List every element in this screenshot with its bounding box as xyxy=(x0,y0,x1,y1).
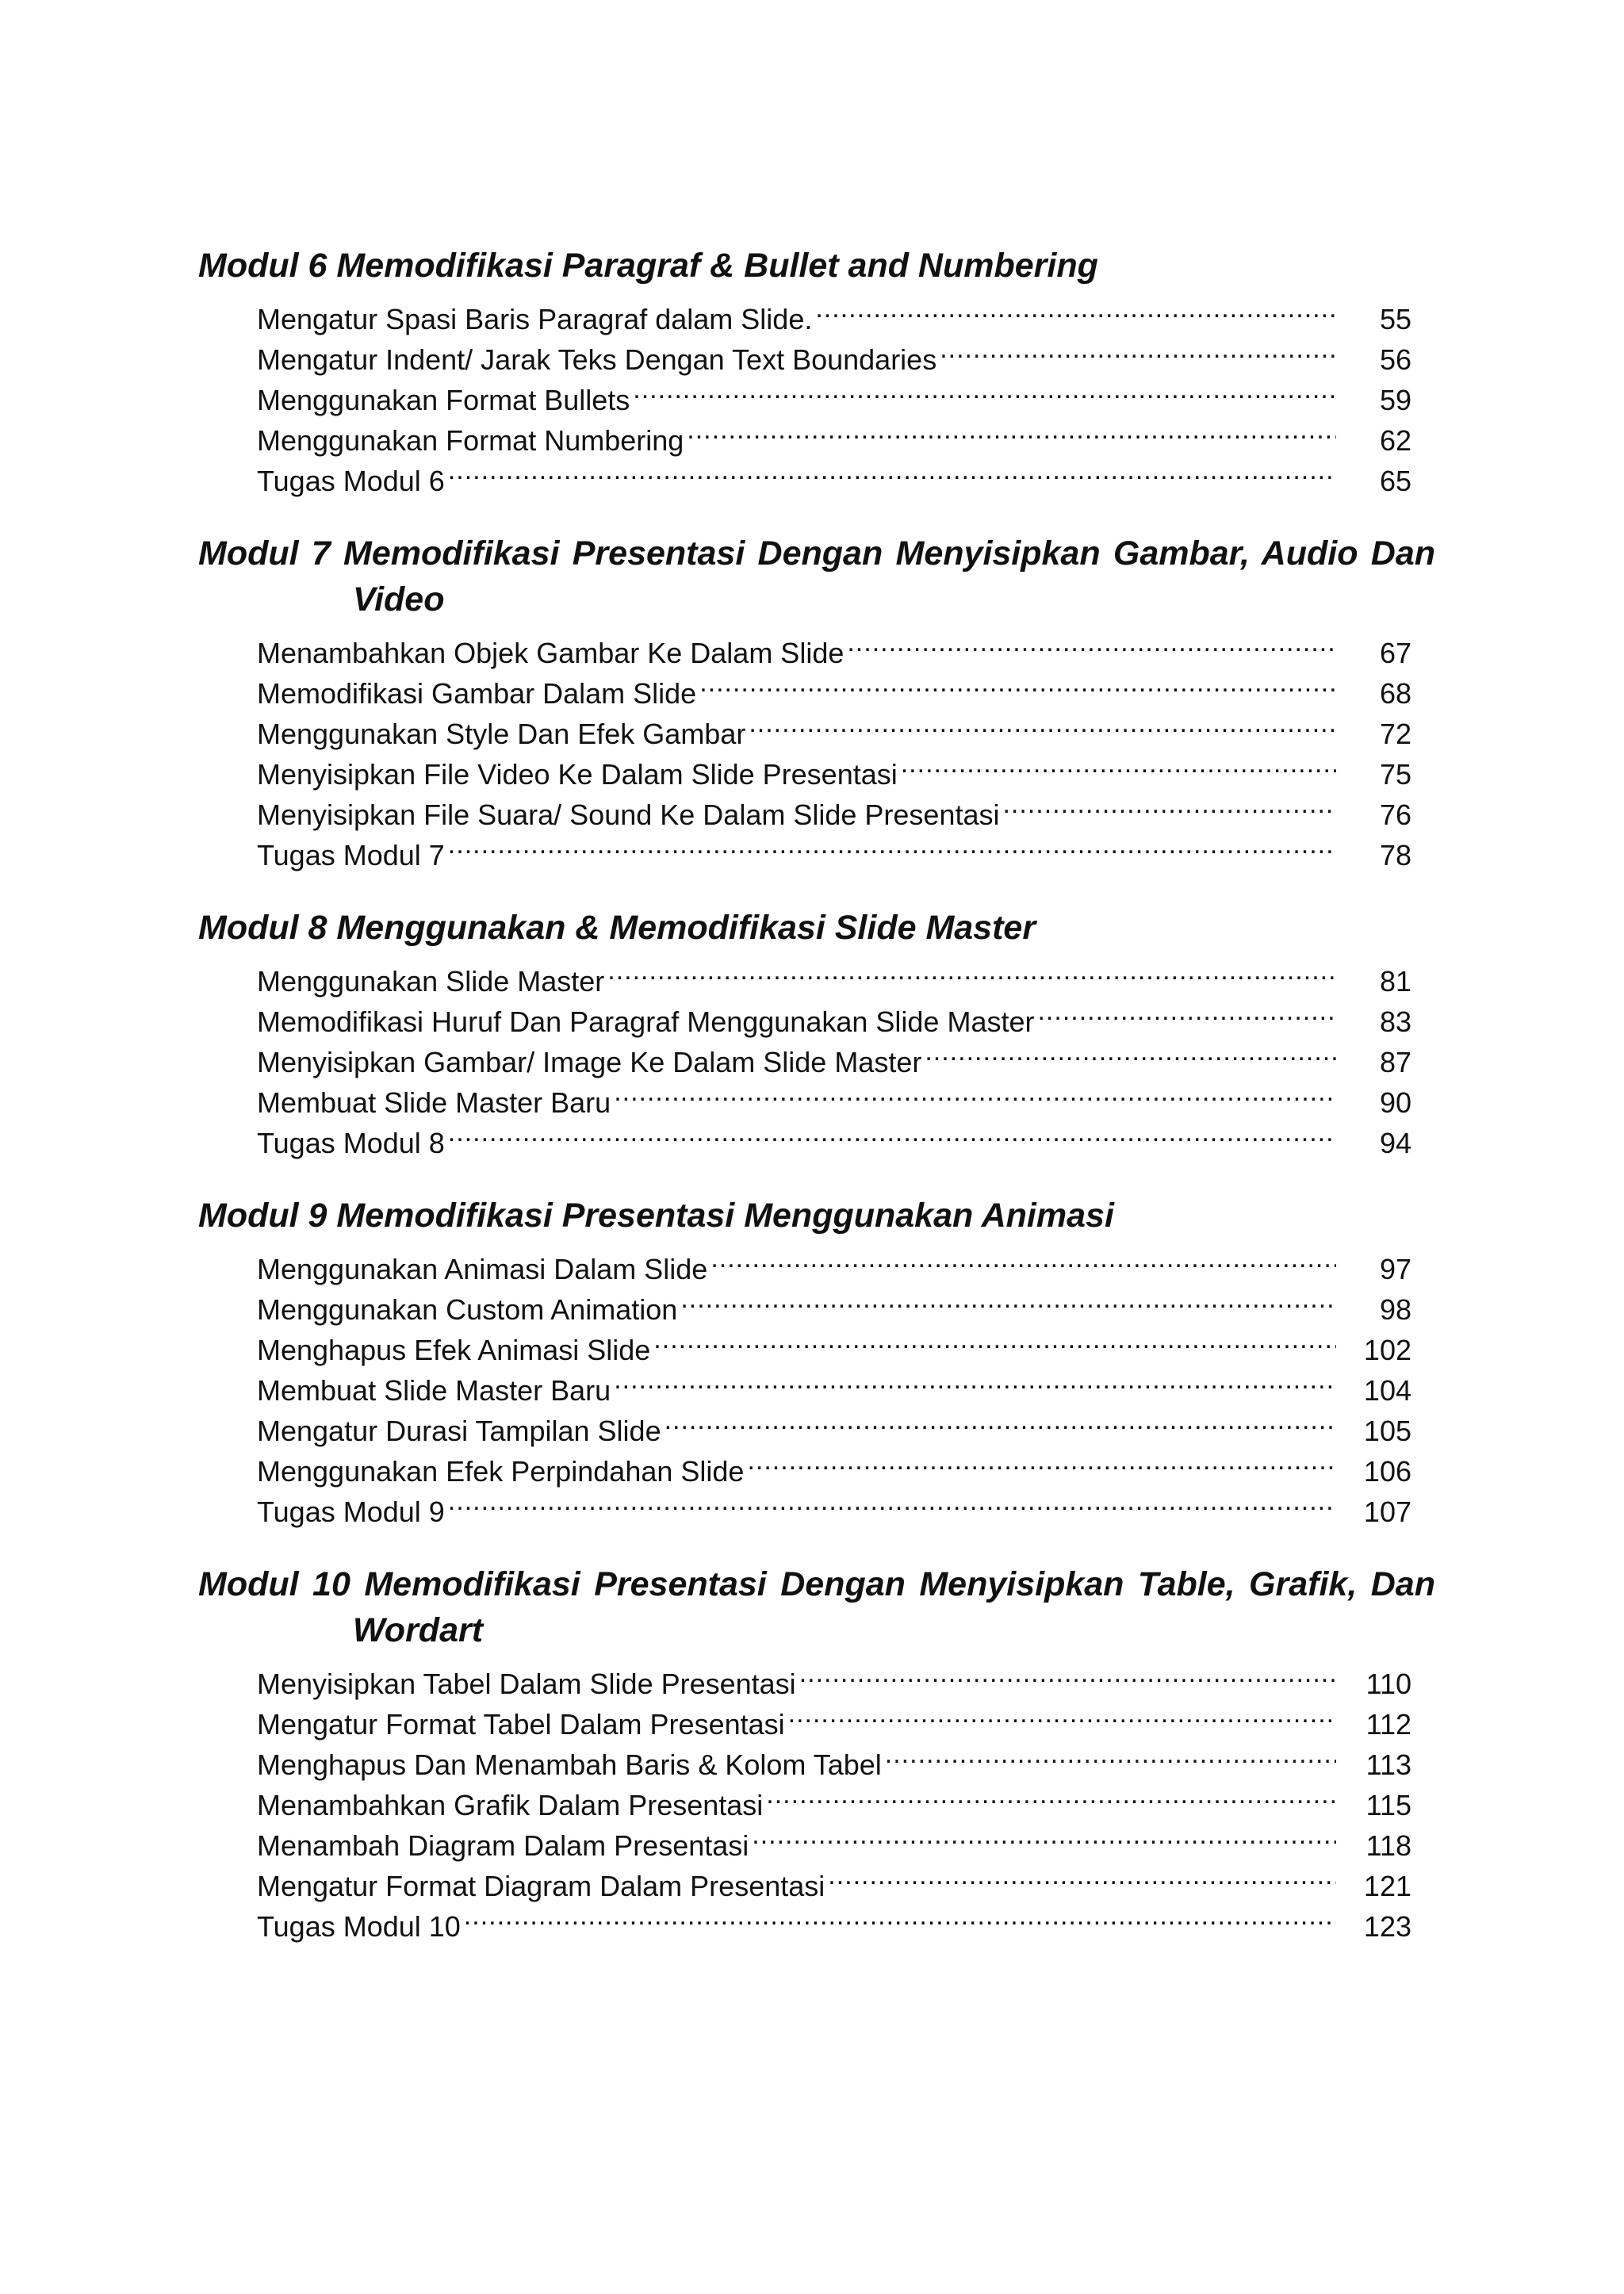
toc-entry-label: Tugas Modul 10 xyxy=(257,1910,461,1943)
toc-entry-label: Mengatur Format Tabel Dalam Presentasi xyxy=(257,1708,785,1741)
dot-leader xyxy=(749,703,1336,744)
toc-entry-page-number: 113 xyxy=(1365,1748,1411,1781)
toc-entry-page-number: 87 xyxy=(1379,1046,1411,1078)
module-section xyxy=(198,905,1435,1159)
toc-entry-label: Menggunakan Format Bullets xyxy=(257,384,630,416)
dot-leader xyxy=(747,1441,1336,1481)
module-title: Modul 8 Menggunakan & Memodifikasi Slide Master xyxy=(198,909,1036,947)
toc-entry-page-number: 115 xyxy=(1365,1789,1411,1821)
toc-entry-page-number: 90 xyxy=(1379,1086,1411,1119)
toc-entry-label: Menggunakan Custom Animation xyxy=(257,1293,678,1326)
toc-entry-page-number: 81 xyxy=(1379,965,1411,998)
toc-entry-label: Menggunakan Format Numbering xyxy=(257,424,684,457)
dot-leader xyxy=(665,1400,1336,1441)
dot-leader xyxy=(901,744,1336,784)
toc-entry-label: Menghapus Efek Animasi Slide xyxy=(257,1334,651,1366)
toc-entry-page-number: 59 xyxy=(1379,384,1411,416)
module-title: Modul 9 Memodifikasi Presentasi Menggunakan Animasi xyxy=(198,1197,1114,1235)
dot-leader xyxy=(614,1360,1336,1400)
toc-entry-label: Tugas Modul 8 xyxy=(257,1127,445,1159)
toc-entry xyxy=(198,1239,1435,1285)
toc-entry xyxy=(198,951,1435,998)
dot-leader xyxy=(788,1694,1336,1734)
toc-entry-label: Mengatur Format Diagram Dalam Presentasi xyxy=(257,1870,825,1902)
dot-leader xyxy=(925,1032,1336,1072)
toc-entry-label: Menambah Diagram Dalam Presentasi xyxy=(257,1829,749,1862)
dot-leader xyxy=(687,410,1336,450)
toc-entry-label: Mengatur Indent/ Jarak Teks Dengan Text Boundaries xyxy=(257,343,937,376)
module-entries xyxy=(198,1239,1435,1528)
toc-entry xyxy=(198,1653,1435,1700)
toc-entry-label: Menambahkan Grafik Dalam Presentasi xyxy=(257,1789,764,1821)
toc-entry-label: Membuat Slide Master Baru xyxy=(257,1374,611,1407)
toc-entry-label: Menyisipkan File Video Ke Dalam Slide Presentasi xyxy=(257,758,898,791)
toc-entry-page-number: 98 xyxy=(1379,1293,1411,1326)
toc-entry xyxy=(198,289,1435,335)
module-entries xyxy=(198,951,1435,1159)
toc-entry-label: Menghapus Dan Menambah Baris & Kolom Tabel xyxy=(257,1748,882,1781)
toc-entry-label: Menambahkan Objek Gambar Ke Dalam Slide xyxy=(257,637,845,669)
toc-entry-label: Memodifikasi Huruf Dan Paragraf Menggunakan Slide Master xyxy=(257,1005,1035,1038)
dot-leader xyxy=(607,951,1336,991)
toc-entry-label: Menggunakan Slide Master xyxy=(257,965,605,998)
toc-entry-page-number: 106 xyxy=(1363,1455,1411,1488)
module-title: Modul 10 Memodifikasi Presentasi Dengan Menyisipkan Table, Grafik, Dan Wordart xyxy=(198,1565,1435,1649)
toc-entry-label: Menggunakan Style Dan Efek Gambar xyxy=(257,718,746,750)
toc-entry-page-number: 56 xyxy=(1379,343,1411,376)
module-entries xyxy=(198,289,1435,497)
dot-leader xyxy=(653,1319,1336,1360)
toc-entry-page-number: 123 xyxy=(1363,1910,1411,1943)
toc-entry-page-number: 72 xyxy=(1379,718,1411,750)
module-entries xyxy=(198,1653,1435,1943)
toc-entry-label: Menyisipkan Tabel Dalam Slide Presentasi xyxy=(257,1668,796,1700)
toc-entry-page-number: 68 xyxy=(1379,677,1411,710)
dot-leader xyxy=(464,1896,1336,1936)
dot-leader xyxy=(680,1279,1336,1319)
toc-entry-page-number: 62 xyxy=(1379,424,1411,457)
dot-leader xyxy=(940,329,1336,370)
module-section xyxy=(198,530,1435,871)
toc-entry-page-number: 104 xyxy=(1363,1374,1411,1407)
module-entries xyxy=(198,622,1435,871)
dot-leader xyxy=(448,1481,1336,1522)
toc-entry-page-number: 83 xyxy=(1379,1005,1411,1038)
dot-leader xyxy=(614,1072,1336,1113)
dot-leader xyxy=(448,1113,1336,1153)
dot-leader xyxy=(448,825,1336,865)
toc-entry-page-number: 65 xyxy=(1379,465,1411,497)
toc-entry-page-number: 78 xyxy=(1379,839,1411,871)
dot-leader xyxy=(699,663,1336,703)
dot-leader xyxy=(828,1855,1336,1896)
toc-entry-label: Menyisipkan Gambar/ Image Ke Dalam Slide Master xyxy=(257,1046,922,1078)
toc-entry-page-number: 105 xyxy=(1363,1415,1411,1447)
module-section xyxy=(198,1561,1435,1943)
dot-leader xyxy=(1037,991,1336,1032)
toc-entry-label: Tugas Modul 6 xyxy=(257,465,445,497)
toc-entry-page-number: 110 xyxy=(1365,1668,1411,1700)
toc-entry-page-number: 94 xyxy=(1379,1127,1411,1159)
dot-leader xyxy=(710,1239,1336,1279)
toc-entry-page-number: 76 xyxy=(1379,798,1411,831)
toc-entry-label: Memodifikasi Gambar Dalam Slide xyxy=(257,677,697,710)
toc-entry-label: Menyisipkan File Suara/ Sound Ke Dalam Slide Presentasi xyxy=(257,798,1000,831)
toc-entry-page-number: 118 xyxy=(1365,1829,1411,1862)
dot-leader xyxy=(815,289,1336,329)
dot-leader xyxy=(885,1734,1336,1775)
toc-entry xyxy=(198,622,1435,669)
dot-leader xyxy=(448,450,1336,491)
toc-entry-page-number: 102 xyxy=(1363,1334,1411,1366)
module-section xyxy=(198,243,1435,497)
dot-leader xyxy=(1002,784,1336,825)
toc-entry-page-number: 75 xyxy=(1379,758,1411,791)
toc-entry-label: Mengatur Durasi Tampilan Slide xyxy=(257,1415,661,1447)
table-of-contents xyxy=(198,243,1435,1976)
toc-entry-label: Menggunakan Efek Perpindahan Slide xyxy=(257,1455,745,1488)
dot-leader xyxy=(766,1775,1336,1815)
toc-entry-label: Menggunakan Animasi Dalam Slide xyxy=(257,1253,708,1285)
toc-entry-page-number: 67 xyxy=(1379,637,1411,669)
dot-leader xyxy=(847,622,1336,663)
toc-entry-page-number: 107 xyxy=(1363,1496,1411,1528)
dot-leader xyxy=(752,1815,1336,1855)
dot-leader xyxy=(799,1653,1336,1694)
toc-entry-page-number: 121 xyxy=(1363,1870,1411,1902)
dot-leader xyxy=(633,370,1336,410)
module-title: Modul 7 Memodifikasi Presentasi Dengan Menyisipkan Gambar, Audio Dan Video xyxy=(198,534,1435,618)
toc-entry-label: Tugas Modul 9 xyxy=(257,1496,445,1528)
module-section xyxy=(198,1193,1435,1528)
toc-entry-page-number: 112 xyxy=(1365,1708,1411,1741)
module-title: Modul 6 Memodifikasi Paragraf & Bullet and Numbering xyxy=(198,247,1098,285)
toc-entry-label: Membuat Slide Master Baru xyxy=(257,1086,611,1119)
toc-entry-page-number: 97 xyxy=(1379,1253,1411,1285)
toc-entry-label: Mengatur Spasi Baris Paragraf dalam Slide. xyxy=(257,303,813,335)
toc-entry-page-number: 55 xyxy=(1379,303,1411,335)
toc-entry-label: Tugas Modul 7 xyxy=(257,839,445,871)
